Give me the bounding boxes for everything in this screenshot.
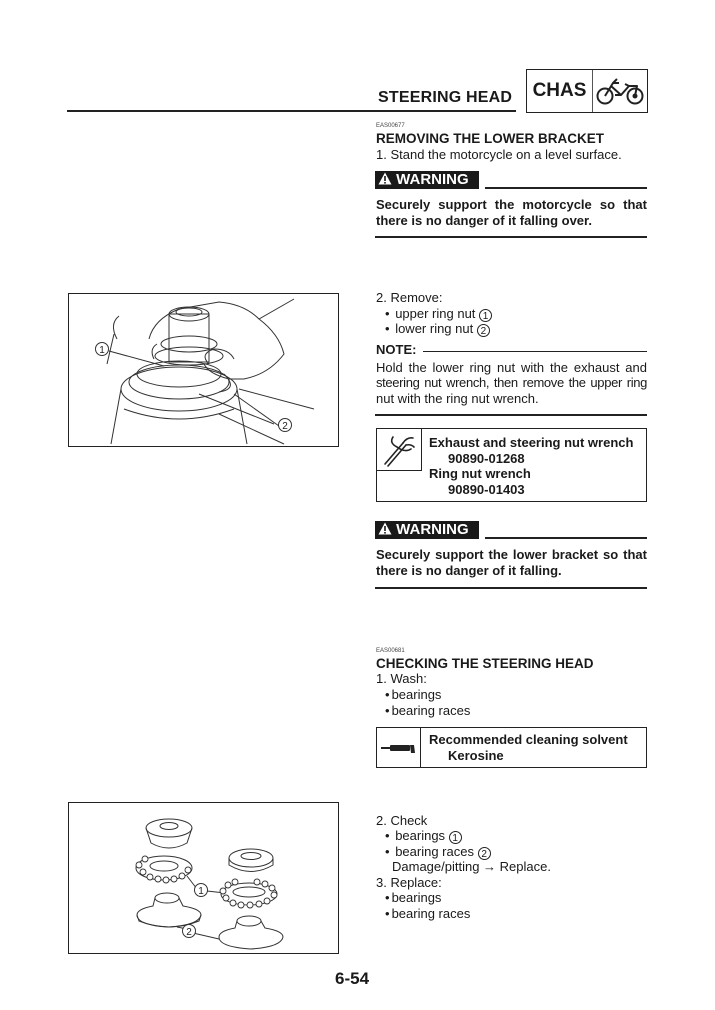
- callout-2: [279, 419, 292, 433]
- warning-label-text: WARNING: [396, 171, 469, 188]
- warning-end-rule: [375, 587, 647, 589]
- ring-nut-illustration: [69, 294, 337, 445]
- tool-part-number: 90890-01268: [448, 451, 525, 466]
- note-text-line: nut with the ring nut wrench.: [376, 391, 539, 406]
- section-title: REMOVING THE LOWER BRACKET: [376, 131, 604, 146]
- solvent-label: Recommended cleaning solvent: [429, 732, 628, 747]
- recommended-solvent-box: [376, 727, 647, 768]
- bearing-balls: [136, 856, 277, 908]
- callout-2: 2: [478, 847, 491, 860]
- tool-name: Exhaust and steering nut wrench: [429, 435, 634, 450]
- step-2-heading: 2. Check: [376, 813, 428, 828]
- note-end-rule: [375, 414, 647, 416]
- warning-label: [375, 521, 479, 539]
- header-rule: [67, 110, 516, 112]
- wash-item: • bearings: [385, 687, 441, 703]
- warning-text-line: there is no danger of it falling.: [376, 563, 562, 578]
- warning-icon: [378, 171, 396, 188]
- section-code: EAS00681: [376, 648, 405, 654]
- solvent-value: Kerosine: [448, 748, 504, 763]
- callout-2: 2: [477, 324, 490, 337]
- warning-text-line: Securely support the lower bracket so that: [376, 547, 647, 562]
- section-code: EAS00677: [376, 123, 405, 129]
- svg-text:1: 1: [99, 345, 105, 356]
- callout-1: [195, 884, 208, 898]
- tool-name: Ring nut wrench: [429, 466, 531, 481]
- warning-label-text: WARNING: [396, 521, 469, 538]
- note-rule: [423, 351, 647, 352]
- wash-item: • bearing races: [385, 703, 470, 719]
- step-3-heading: 3. Replace:: [376, 875, 442, 890]
- callout-1: 1: [479, 309, 492, 322]
- step-1-heading: 1. Wash:: [376, 671, 427, 686]
- section-title: CHECKING THE STEERING HEAD: [376, 656, 594, 671]
- warning-label: [375, 171, 479, 189]
- warning-rule: [485, 187, 647, 189]
- check-result: Damage/pitting → Replace.: [392, 859, 551, 874]
- remove-item-lower-ring-nut: • lower ring nut 2: [385, 321, 490, 337]
- special-tools-box: [376, 428, 647, 502]
- page-title: STEERING HEAD: [378, 89, 513, 106]
- warning-text-line: there is no danger of it falling over.: [376, 213, 592, 228]
- callout-1: 1: [449, 831, 462, 844]
- check-item-bearings: • bearings 1: [385, 828, 462, 844]
- wrench-tool-icon: [377, 429, 422, 471]
- svg-text:1: 1: [198, 886, 204, 897]
- step-1: 1. Stand the motorcycle on a level surface.: [376, 147, 622, 162]
- warning-end-rule: [375, 236, 647, 238]
- step-2-heading: 2. Remove:: [376, 290, 443, 305]
- solvent-gun-icon: [377, 728, 421, 767]
- warning-text-line: Securely support the motorcycle so that: [376, 197, 647, 212]
- svg-text:2: 2: [282, 421, 288, 432]
- page-number: 6-54: [335, 969, 370, 988]
- warning-icon: [378, 521, 396, 538]
- note-text-line: steering nut wrench, then remove the upper ring: [376, 375, 647, 390]
- warning-rule: [485, 537, 647, 539]
- tool-part-number: 90890-01403: [448, 482, 525, 497]
- check-item-bearing-races: • bearing races 2: [385, 844, 491, 860]
- callout-1: [96, 343, 109, 357]
- replace-item: • bearings: [385, 890, 441, 906]
- note-text-line: Hold the lower ring nut with the exhaust and: [376, 360, 647, 375]
- bearings-illustration: [69, 803, 337, 952]
- replace-item: • bearing races: [385, 906, 470, 922]
- motorcycle-icon: [593, 70, 647, 112]
- chapter-label: CHAS: [527, 70, 593, 112]
- remove-item-upper-ring-nut: • upper ring nut 1: [385, 306, 492, 322]
- figure-ring-nut-removal: [68, 293, 339, 447]
- figure-bearings: [68, 802, 339, 954]
- callout-2: [183, 925, 196, 939]
- svg-text:2: 2: [186, 927, 192, 938]
- chapter-badge: [526, 69, 648, 113]
- note-label: NOTE:: [376, 342, 417, 357]
